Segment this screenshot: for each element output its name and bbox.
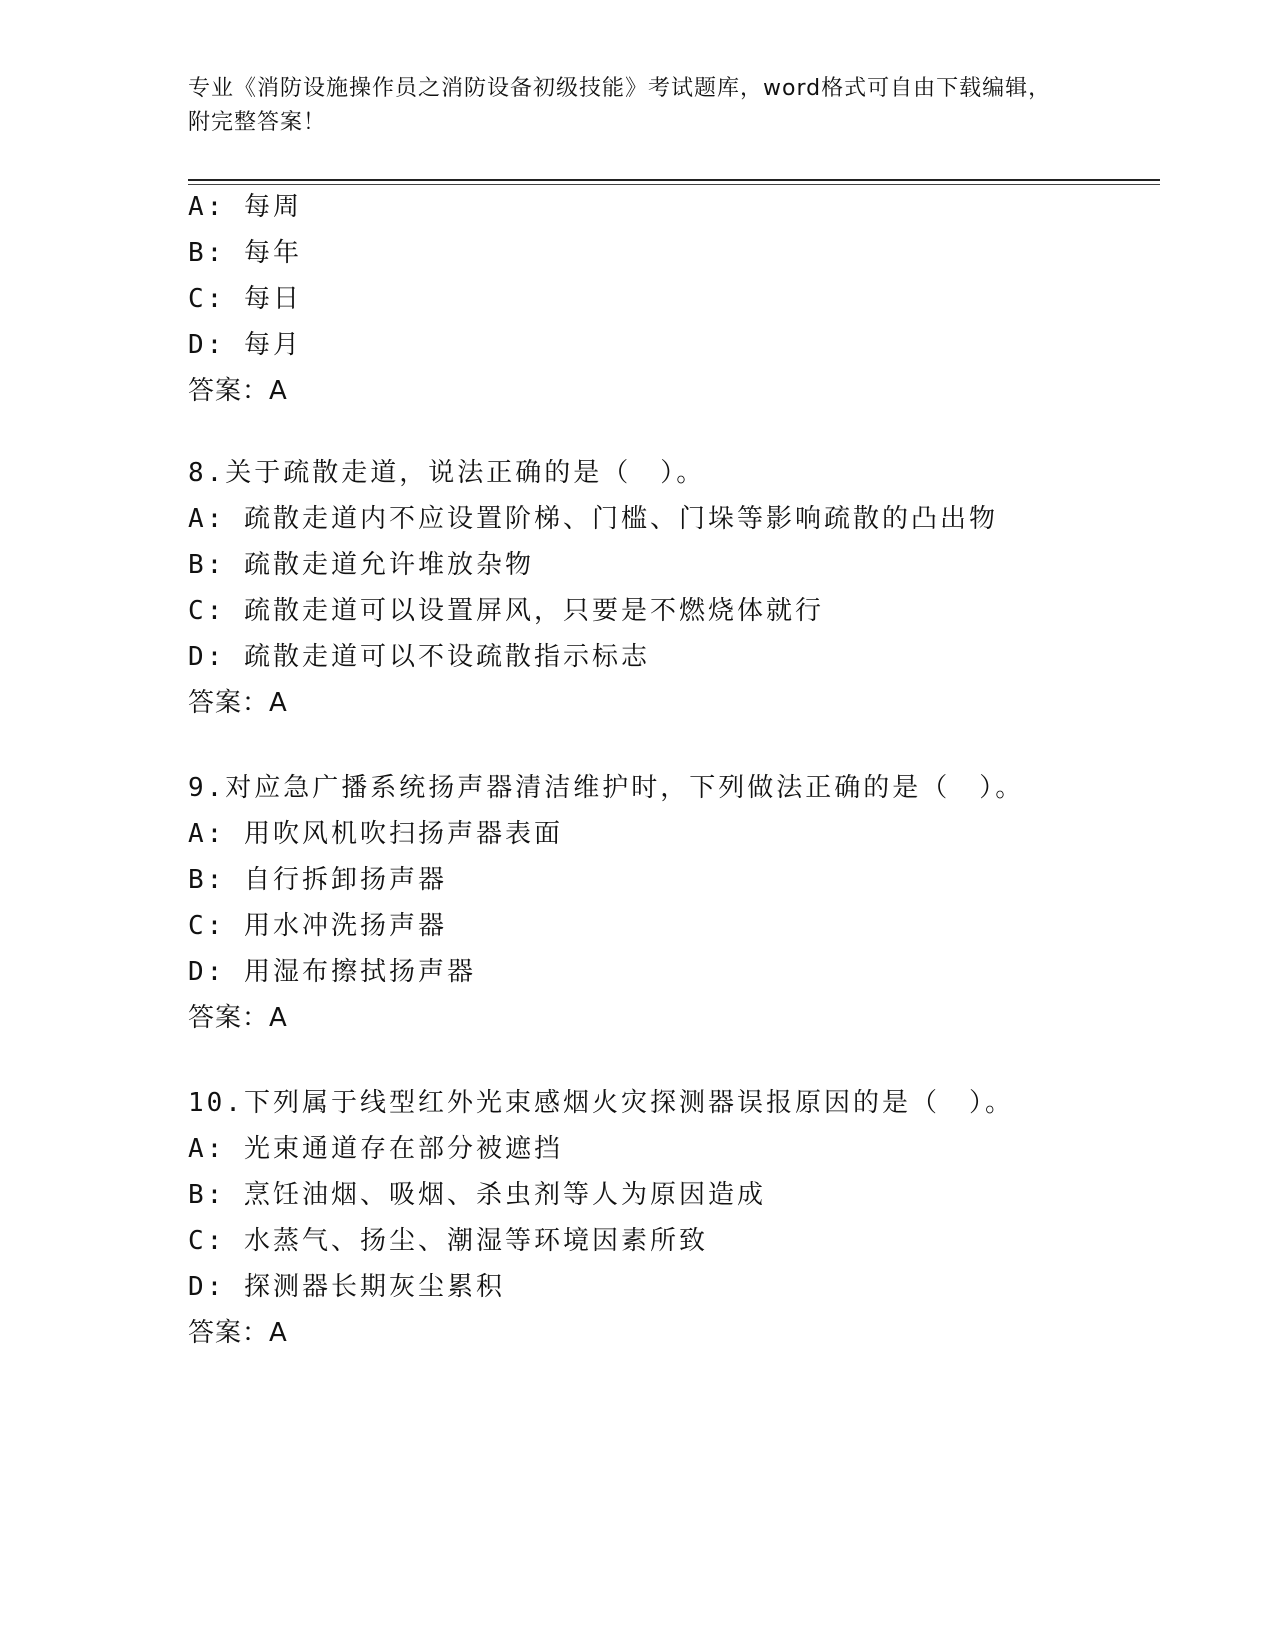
question-text: 9.对应急广播系统扬声器清洁维护时，下列做法正确的是（ ）。 xyxy=(188,773,1025,803)
option-c: C: 用水冲洗扬声器 xyxy=(188,911,447,941)
option-a: A: 疏散走道内不应设置阶梯、门槛、门垛等影响疏散的凸出物 xyxy=(188,504,998,534)
option-d: D: 探测器长期灰尘累积 xyxy=(188,1272,505,1302)
option-b: B: 烹饪油烟、吸烟、杀虫剂等人为原因造成 xyxy=(188,1180,766,1210)
option-a: A: 光束通道存在部分被遮挡 xyxy=(188,1134,563,1164)
option-b: B: 每年 xyxy=(188,238,302,268)
option-c: C: 水蒸气、扬尘、潮湿等环境因素所致 xyxy=(188,1226,708,1256)
question-text: 10.下列属于线型红外光束感烟火灾探测器误报原因的是（ ）。 xyxy=(188,1088,1014,1118)
option-a: A: 用吹风机吹扫扬声器表面 xyxy=(188,819,563,849)
option-b: B: 自行拆卸扬声器 xyxy=(188,865,447,895)
answer-line: 答案：A xyxy=(188,688,288,718)
question-text: 8.关于疏散走道，说法正确的是（ ）。 xyxy=(188,458,706,488)
option-b: B: 疏散走道允许堆放杂物 xyxy=(188,550,534,580)
option-a: A: 每周 xyxy=(188,192,302,222)
question-block-9 xyxy=(188,765,1188,1041)
option-d: D: 用湿布擦拭扬声器 xyxy=(188,957,476,987)
option-c: C: 疏散走道可以设置屏风，只要是不燃烧体就行 xyxy=(188,596,824,626)
option-c: C: 每日 xyxy=(188,284,302,314)
question-block-10 xyxy=(188,1080,1188,1356)
answer-line: 答案：A xyxy=(188,376,288,406)
answer-line: 答案：A xyxy=(188,1318,288,1348)
option-d: D: 疏散走道可以不设疏散指示标志 xyxy=(188,642,650,672)
document-header: 专业《消防设施操作员之消防设备初级技能》考试题库，word格式可自由下载编辑，附完整答案！ xyxy=(188,76,1052,135)
question-block-8 xyxy=(188,450,1188,726)
header-rule-thick xyxy=(188,179,1160,181)
answer-line: 答案：A xyxy=(188,1003,288,1033)
option-d: D: 每月 xyxy=(188,330,302,360)
question-block-7 xyxy=(188,184,1188,414)
